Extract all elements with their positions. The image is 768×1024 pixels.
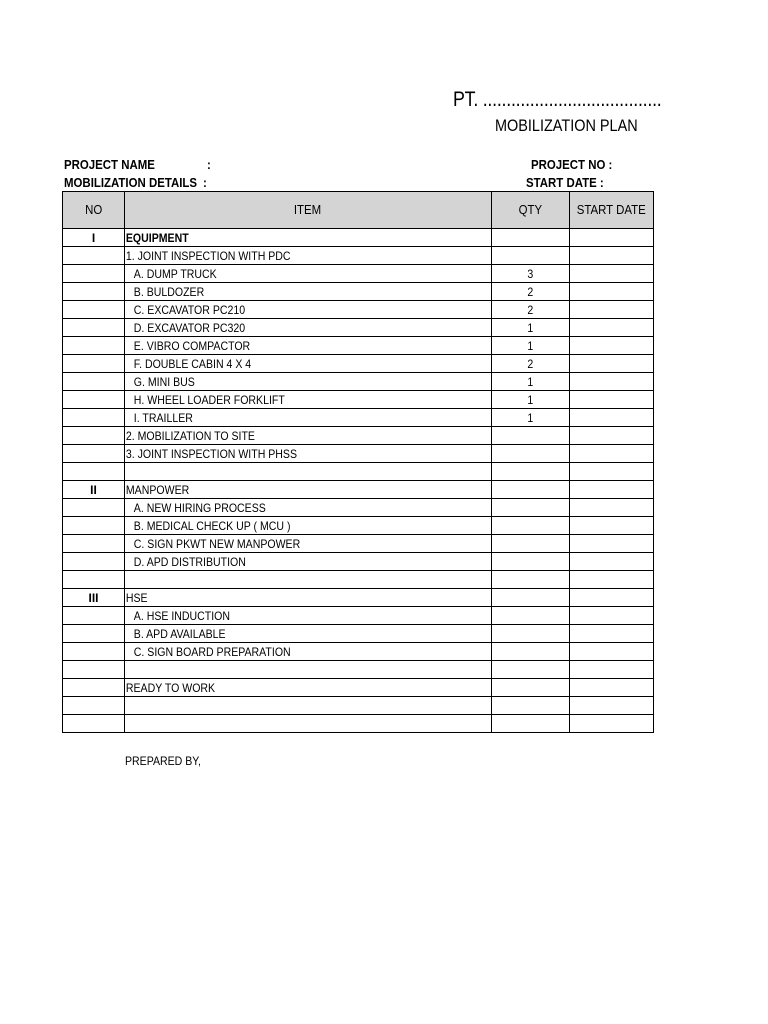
item-cell bbox=[125, 499, 492, 517]
mobilization-details-colon: : bbox=[203, 175, 207, 190]
start-date-cell bbox=[570, 265, 654, 283]
item-cell bbox=[125, 445, 492, 463]
row-number-cell bbox=[63, 679, 125, 697]
row-number-cell bbox=[63, 553, 125, 571]
qty-cell bbox=[492, 445, 570, 463]
table-row bbox=[63, 571, 654, 589]
item-text: A. NEW HIRING PROCESS bbox=[133, 500, 266, 515]
qty-text: 1 bbox=[527, 392, 534, 407]
qty-cell bbox=[492, 301, 570, 319]
qty-cell bbox=[492, 715, 570, 733]
header-start-date: START DATE bbox=[570, 192, 654, 229]
table-row bbox=[63, 409, 654, 427]
start-date-cell bbox=[570, 571, 654, 589]
start-date-cell bbox=[570, 391, 654, 409]
qty-cell bbox=[492, 535, 570, 553]
table-row bbox=[63, 319, 654, 337]
start-date-cell bbox=[570, 337, 654, 355]
qty-cell bbox=[492, 247, 570, 265]
item-cell bbox=[125, 409, 492, 427]
start-date-cell bbox=[570, 589, 654, 607]
table-row bbox=[63, 427, 654, 445]
start-date-cell bbox=[570, 661, 654, 679]
table-row bbox=[63, 535, 654, 553]
item-cell bbox=[125, 715, 492, 733]
project-name-colon: : bbox=[207, 157, 211, 172]
row-number-cell bbox=[63, 643, 125, 661]
item-text: A. HSE INDUCTION bbox=[133, 608, 231, 623]
header-item: ITEM bbox=[125, 192, 492, 229]
item-cell bbox=[125, 463, 492, 481]
qty-text: 2 bbox=[527, 284, 534, 299]
item-text: READY TO WORK bbox=[125, 680, 216, 695]
row-number-cell bbox=[63, 571, 125, 589]
row-number-cell bbox=[63, 391, 125, 409]
qty-cell bbox=[492, 427, 570, 445]
qty-text: 1 bbox=[527, 338, 534, 353]
start-date-cell bbox=[570, 535, 654, 553]
item-cell bbox=[125, 247, 492, 265]
qty-text: 1 bbox=[527, 320, 534, 335]
item-text: MANPOWER bbox=[125, 482, 190, 497]
start-date-label: START DATE : bbox=[526, 175, 604, 190]
header-qty: QTY bbox=[492, 192, 570, 229]
item-text: A. DUMP TRUCK bbox=[133, 266, 217, 281]
start-date-cell bbox=[570, 553, 654, 571]
table-row bbox=[63, 301, 654, 319]
table-row bbox=[63, 697, 654, 715]
qty-cell bbox=[492, 517, 570, 535]
start-date-cell bbox=[570, 409, 654, 427]
item-cell bbox=[125, 625, 492, 643]
table-row bbox=[63, 715, 654, 733]
table-row bbox=[63, 481, 654, 499]
row-number-cell bbox=[63, 517, 125, 535]
qty-cell bbox=[492, 283, 570, 301]
item-cell bbox=[125, 373, 492, 391]
row-number-cell bbox=[63, 463, 125, 481]
item-text: EQUIPMENT bbox=[125, 230, 189, 245]
item-cell bbox=[125, 643, 492, 661]
item-text: B. MEDICAL CHECK UP ( MCU ) bbox=[133, 518, 291, 533]
table-row bbox=[63, 337, 654, 355]
start-date-cell bbox=[570, 643, 654, 661]
row-number-cell bbox=[63, 409, 125, 427]
row-number-cell bbox=[63, 625, 125, 643]
table-row bbox=[63, 661, 654, 679]
item-text: 1. JOINT INSPECTION WITH PDC bbox=[125, 248, 291, 263]
qty-cell bbox=[492, 499, 570, 517]
table-row bbox=[63, 607, 654, 625]
table-row bbox=[63, 553, 654, 571]
row-number-cell bbox=[63, 355, 125, 373]
row-number-cell bbox=[63, 337, 125, 355]
row-number-cell: III bbox=[63, 589, 125, 607]
item-cell bbox=[125, 679, 492, 697]
row-number-cell bbox=[63, 247, 125, 265]
start-date-cell bbox=[570, 463, 654, 481]
item-text: 3. JOINT INSPECTION WITH PHSS bbox=[125, 446, 298, 461]
row-number-cell bbox=[63, 499, 125, 517]
qty-cell bbox=[492, 571, 570, 589]
item-text: E. VIBRO COMPACTOR bbox=[133, 338, 251, 353]
table-row bbox=[63, 391, 654, 409]
item-text: B. APD AVAILABLE bbox=[133, 626, 226, 641]
table-row bbox=[63, 499, 654, 517]
qty-cell bbox=[492, 409, 570, 427]
qty-cell bbox=[492, 643, 570, 661]
item-text: G. MINI BUS bbox=[133, 374, 195, 389]
start-date-cell bbox=[570, 697, 654, 715]
qty-cell bbox=[492, 661, 570, 679]
qty-text: 1 bbox=[527, 374, 534, 389]
start-date-cell bbox=[570, 373, 654, 391]
qty-text: 1 bbox=[527, 410, 534, 425]
company-name: PT. ...................................... bbox=[453, 88, 662, 111]
item-cell bbox=[125, 589, 492, 607]
start-date-cell bbox=[570, 607, 654, 625]
qty-cell bbox=[492, 679, 570, 697]
item-cell bbox=[125, 301, 492, 319]
qty-cell bbox=[492, 625, 570, 643]
project-no-label: PROJECT NO : bbox=[531, 157, 613, 172]
row-number-cell bbox=[63, 535, 125, 553]
item-cell bbox=[125, 535, 492, 553]
project-name-label: PROJECT NAME bbox=[64, 157, 155, 172]
item-cell bbox=[125, 517, 492, 535]
start-date-cell bbox=[570, 427, 654, 445]
table-row bbox=[63, 625, 654, 643]
start-date-cell bbox=[570, 445, 654, 463]
item-cell bbox=[125, 319, 492, 337]
start-date-cell bbox=[570, 301, 654, 319]
row-number-cell bbox=[63, 661, 125, 679]
item-cell bbox=[125, 607, 492, 625]
item-text: H. WHEEL LOADER FORKLIFT bbox=[133, 392, 285, 407]
qty-cell bbox=[492, 607, 570, 625]
item-text: D. EXCAVATOR PC320 bbox=[133, 320, 246, 335]
table-header-row bbox=[63, 192, 654, 229]
qty-cell bbox=[492, 373, 570, 391]
item-text: C. EXCAVATOR PC210 bbox=[133, 302, 246, 317]
start-date-cell bbox=[570, 625, 654, 643]
row-number-cell bbox=[63, 715, 125, 733]
item-cell bbox=[125, 337, 492, 355]
qty-cell bbox=[492, 697, 570, 715]
header-no: NO bbox=[63, 192, 125, 229]
table-row bbox=[63, 517, 654, 535]
row-number-cell bbox=[63, 607, 125, 625]
table-row bbox=[63, 265, 654, 283]
qty-cell bbox=[492, 481, 570, 499]
document-title: MOBILIZATION PLAN bbox=[495, 116, 638, 135]
qty-cell bbox=[492, 265, 570, 283]
row-number-cell bbox=[63, 697, 125, 715]
qty-text: 2 bbox=[527, 302, 534, 317]
item-cell bbox=[125, 481, 492, 499]
item-cell bbox=[125, 427, 492, 445]
qty-cell bbox=[492, 391, 570, 409]
row-number-cell: I bbox=[63, 229, 125, 247]
item-cell bbox=[125, 283, 492, 301]
row-number-cell bbox=[63, 427, 125, 445]
row-number-cell bbox=[63, 445, 125, 463]
mobilization-details-label: MOBILIZATION DETAILS bbox=[64, 175, 198, 190]
item-text: D. APD DISTRIBUTION bbox=[133, 554, 246, 569]
table-row bbox=[63, 247, 654, 265]
item-cell bbox=[125, 661, 492, 679]
table-row bbox=[63, 229, 654, 247]
start-date-cell bbox=[570, 481, 654, 499]
start-date-cell bbox=[570, 247, 654, 265]
row-number-cell bbox=[63, 319, 125, 337]
table-row bbox=[63, 283, 654, 301]
qty-cell bbox=[492, 553, 570, 571]
start-date-cell bbox=[570, 355, 654, 373]
row-number-cell bbox=[63, 265, 125, 283]
qty-cell bbox=[492, 589, 570, 607]
item-cell bbox=[125, 391, 492, 409]
row-number-cell bbox=[63, 301, 125, 319]
table-row bbox=[63, 679, 654, 697]
qty-cell bbox=[492, 355, 570, 373]
table-row bbox=[63, 589, 654, 607]
item-cell bbox=[125, 697, 492, 715]
qty-text: 2 bbox=[527, 356, 534, 371]
item-text: C. SIGN BOARD PREPARATION bbox=[133, 644, 291, 659]
item-cell bbox=[125, 355, 492, 373]
start-date-cell bbox=[570, 679, 654, 697]
item-text: B. BULDOZER bbox=[133, 284, 205, 299]
item-text: HSE bbox=[125, 590, 148, 605]
item-text: C. SIGN PKWT NEW MANPOWER bbox=[133, 536, 301, 551]
mobilization-table bbox=[62, 191, 654, 733]
prepared-by-label: PREPARED BY, bbox=[125, 754, 201, 768]
table-row bbox=[63, 463, 654, 481]
item-cell bbox=[125, 265, 492, 283]
start-date-cell bbox=[570, 319, 654, 337]
table-row bbox=[63, 373, 654, 391]
item-text: 2. MOBILIZATION TO SITE bbox=[125, 428, 255, 443]
qty-cell bbox=[492, 229, 570, 247]
table-row bbox=[63, 643, 654, 661]
start-date-cell bbox=[570, 715, 654, 733]
item-cell bbox=[125, 229, 492, 247]
start-date-cell bbox=[570, 229, 654, 247]
item-cell bbox=[125, 553, 492, 571]
qty-text: 3 bbox=[527, 266, 534, 281]
item-text: F. DOUBLE CABIN 4 X 4 bbox=[133, 356, 252, 371]
row-number-cell: II bbox=[63, 481, 125, 499]
qty-cell bbox=[492, 337, 570, 355]
row-number-cell bbox=[63, 373, 125, 391]
qty-cell bbox=[492, 463, 570, 481]
start-date-cell bbox=[570, 517, 654, 535]
table-row bbox=[63, 355, 654, 373]
item-cell bbox=[125, 571, 492, 589]
row-number-cell bbox=[63, 283, 125, 301]
table-row bbox=[63, 445, 654, 463]
qty-cell bbox=[492, 319, 570, 337]
start-date-cell bbox=[570, 499, 654, 517]
item-text: I. TRAILLER bbox=[133, 410, 193, 425]
start-date-cell bbox=[570, 283, 654, 301]
